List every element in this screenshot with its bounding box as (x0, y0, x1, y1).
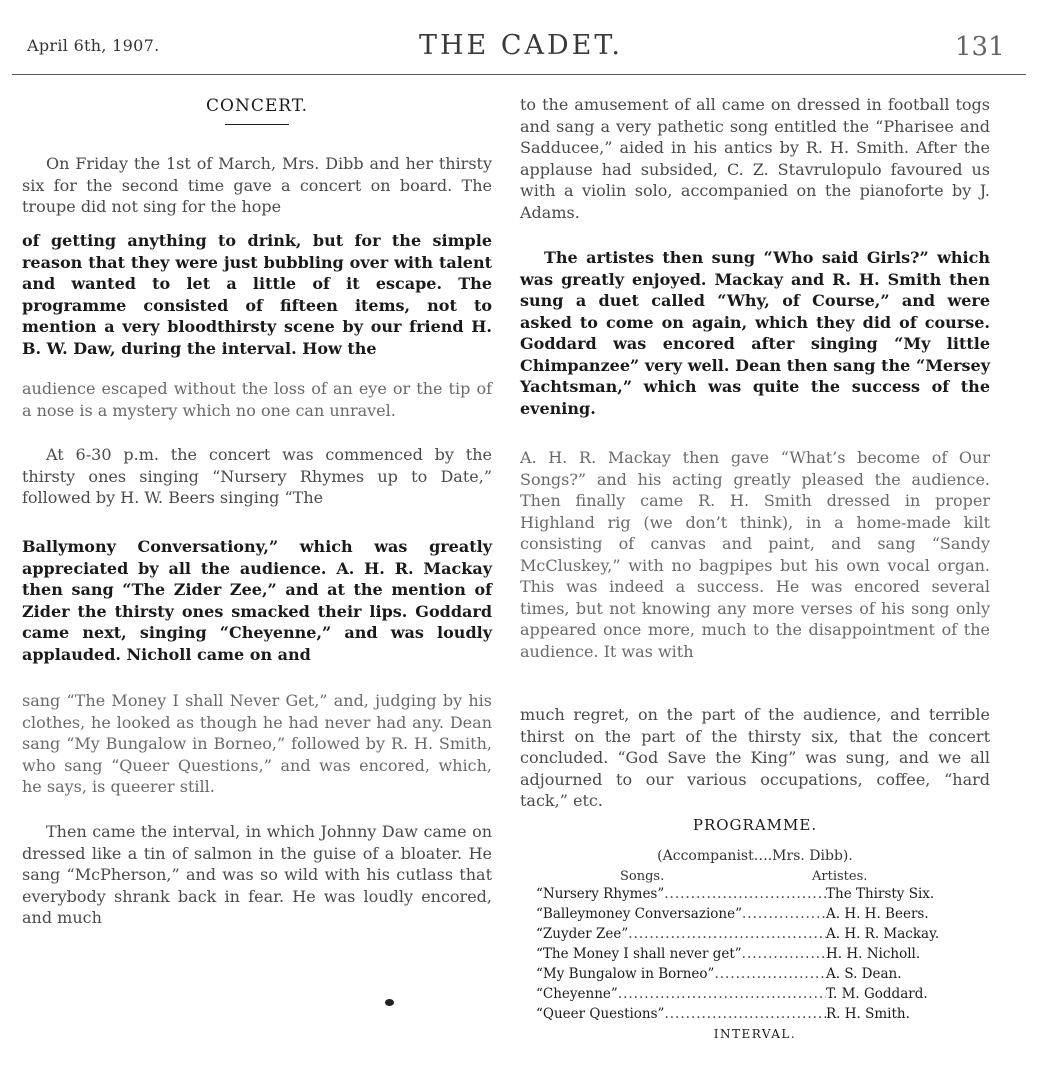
programme-item (536, 984, 976, 1004)
programme-artiste: A. S. Dean. (826, 966, 902, 982)
programme-artiste: H. H. Nicholl. (826, 946, 921, 962)
programme-artiste: R. H. Smith. (826, 1006, 910, 1022)
paragraph: of getting anything to drink, but for the simple reason that they were just bubbling over with talent and wanted to let a little of it escape. The programme consisted of fifteen items, not to mention a very bloodthirsty scene by our friend H. B. W. Daw, during the interval. How the (22, 231, 492, 358)
programme-title: PROGRAMME. (692, 816, 818, 834)
leader-dots (664, 884, 826, 904)
leader-dots (742, 904, 826, 924)
programme-song: “The Money I shall never get” (536, 946, 742, 962)
leader-dots (628, 924, 826, 944)
paragraph: A. H. R. Mackay then gave “What’s become of Our Songs?” and his acting greatly pleased the audience. Then finally came R. H. Smith dressed in proper Highland rig (we don’t think), in a home-made kilt consisting of canvas and paint, and sang “Sandy McCluskey,” with no bagpipes but his own vocal organ. This was indeed a success. He was encored several times, but not knowing any more verses of his song only appeared once more, much to the disappointment of the audience. It was with (520, 448, 990, 661)
programme-artiste: The Thirsty Six. (826, 886, 935, 902)
programme-song: “Nursery Rhymes” (536, 886, 665, 902)
paragraph: much regret, on the part of the audience, and terrible thirst on the part of the thirsty six, that the concert concluded. “God Save the King” was sung, and we all adjourned to our various occupations, coffee, “hard tack,” etc. (520, 705, 990, 810)
paragraph: Then came the interval, in which Johnny Daw came on dressed like a tin of salmon in the guise of a bloater. He sang “McPherson,” and was so wild with his cutlass that everybody shrank back in fear. He was loudly encored, and much (22, 822, 492, 927)
programme-song: “Cheyenne” (536, 986, 618, 1002)
programme-artiste: A. H. H. Beers. (826, 906, 929, 922)
artistes-header: Artistes. (812, 869, 868, 884)
programme-song: “Balleymoney Conversazione” (536, 906, 742, 922)
header-rule (12, 74, 1026, 75)
programme-interval-label: INTERVAL. (713, 1027, 797, 1041)
paragraph: On Friday the 1st of March, Mrs. Dibb and her thirsty six for the second time gave a concert on board. The troupe did not sing for the hope (22, 154, 492, 216)
programme-item (536, 944, 976, 964)
programme-accompanist: (Accompanist….Mrs. Dibb). (657, 848, 853, 864)
paragraph: The artistes then sung “Who said Girls?” which was greatly enjoyed. Mackay and R. H. Smith then sung a duet called “Why, of Course,” and were asked to come on again, which they did of course. Goddard was encored after singing “My little Chimpanzee” very well. Dean then sang the “Mersey Yachtsman,” which was quite the success of the evening. (520, 248, 990, 418)
publication-title: THE CADET. (419, 30, 623, 61)
programme-artiste: T. M. Goddard. (826, 986, 928, 1002)
songs-header: Songs. (620, 869, 665, 884)
issue-date: April 6th, 1907. (27, 36, 160, 55)
leader-dots (664, 1004, 826, 1024)
programme-song: “Queer Questions” (536, 1006, 665, 1022)
programme-list (536, 884, 976, 1024)
page-header (0, 0, 1042, 80)
programme-item (536, 924, 976, 944)
paragraph: At 6-30 p.m. the concert was commenced by the thirsty ones singing “Nursery Rhymes up to Date,” followed by H. W. Beers singing “The (22, 445, 492, 507)
programme-song: “My Bungalow in Borneo” (536, 966, 715, 982)
paragraph: audience escaped without the loss of an eye or the tip of a nose is a mystery which no one can unravel. (22, 379, 492, 420)
paragraph: to the amusement of all came on dressed in football togs and sang a very pathetic song entitled the “Pharisee and Sadducee,” aided in his antics by R. H. Smith. After the applause had subsided, C. Z. Stavrulopulo favoured us with a violin solo, accompanied on the pianoforte by J. Adams. (520, 95, 990, 222)
heading-rule (225, 124, 289, 125)
programme-song: “Zuyder Zee” (536, 926, 629, 942)
page-number: 131 (955, 32, 1005, 62)
paragraph: Ballymony Conversationy,” which was greatly appreciated by all the audience. A. H. R. Mackay then sang “The Zider Zee,” and at the mention of Zider the thirsty ones smacked their lips. Goddard came next, singing “Cheyenne,” and was loudly applauded. Nicholl came on and (22, 537, 492, 664)
programme-item (536, 1004, 976, 1024)
programme-item (536, 964, 976, 984)
ink-speck (385, 999, 394, 1006)
article-heading: CONCERT. (206, 96, 308, 116)
leader-dots (618, 984, 826, 1004)
programme-item (536, 904, 976, 924)
programme-item (536, 884, 976, 904)
leader-dots (714, 964, 826, 984)
paragraph: sang “The Money I shall Never Get,” and, judging by his clothes, he looked as though he had never had any. Dean sang “My Bungalow in Borneo,” followed by R. H. Smith, who sang “Queer Questions,” and was encored, which, he says, is queerer still. (22, 691, 492, 796)
programme-artiste: A. H. R. Mackay. (826, 926, 940, 942)
leader-dots (742, 944, 826, 964)
article-heading-block (22, 96, 492, 125)
